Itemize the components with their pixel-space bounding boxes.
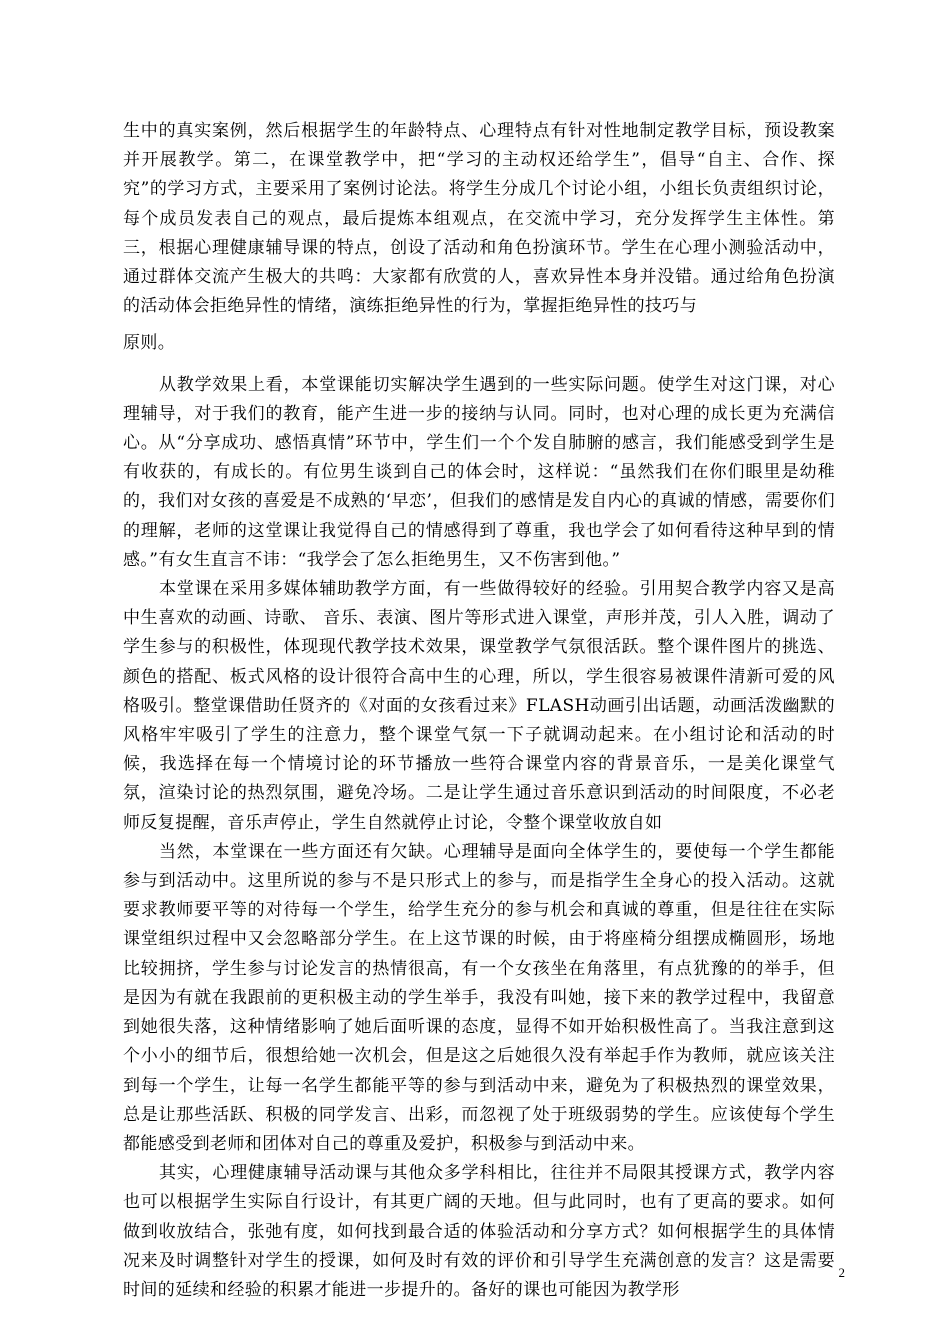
paragraph-teaching-effect: 从教学效果上看，本堂课能切实解决学生遇到的一些实际问题。使学生对这门课，对心理辅导，对于我们的教育，能产生进一步的接纳与认同。同时，也对心理的成长更为充满信心。从“分享成功、感悟真情”环节中，学生们一个个发自肺腑的感言，我们能感受到学生是有收获的，有成长的。有位男生谈到自己的体会时，这样说：“虽然我们在你们眼里是幼稚的，我们对女孩的喜爱是不成熟的‘早恋’，但我们的感情是发自内心的真诚的情感，需要你们的理解，老师的这堂课让我觉得自己的情感得到了尊重，我也学会了如何看待这种早到的情感。”有女生直言不讳：“我学会了怎么拒绝男生，又不伤害到他。”: [123, 374, 835, 570]
paragraph-case-study: 生中的真实案例，然后根据学生的年龄特点、心理特点有针对性地制定教学目标，预设教案并开展教学。第二，在课堂教学中，把“学习的主动权还给学生”，倡导“自主、合作、探究”的学习方式，主要采用了案例讨论法。将学生分成几个讨论小组，小组长负责组织讨论，每个成员发表自己的观点，最后提炼本组观点，在交流中学习，充分发挥学生主体性。第三，根据心理健康辅导课的特点，创设了活动和角色扮演环节。学生在心理小测验活动中，通过群体交流产生极大的共鸣：大家都有欣赏的人，喜欢异性本身并没错。通过给角色扮演的活动体会拒绝异性的情绪，演练拒绝异性的行为，掌握拒绝异性的技巧与: [123, 121, 835, 317]
paragraph-case-study-tail: 原则。: [123, 333, 176, 354]
paragraph-reflection: 其实，心理健康辅导活动课与其他众多学科相比，往往并不局限其授课方式，教学内容也可以根据学生实际自行设计，有其更广阔的天地。但与此同时，也有了更高的要求。如何做到收放结合，张弛有度，如何找到最合适的体验活动和分享方式？如何根据学生的具体情况来及时调整针对学生的授课，如何及时有效的评价和引导学生充满创意的发言？这是需要时间的延续和经验的积累才能进一步提升的。备好的课也可能因为教学形: [123, 1163, 835, 1300]
page-number: 2: [838, 1265, 845, 1280]
document-body: [123, 117, 835, 1305]
paragraph-multimedia: 本堂课在采用多媒体辅助教学方面，有一些做得较好的经验。引用契合教学内容又是高中生喜欢的动画、诗歌、 音乐、表演、图片等形式进入课堂，声形并茂，引人入胜，调动了学生参与的积极性，体现现代教学技术效果，课堂教学气氛很活跃。整个课件图片的挑选、颜色的搭配、板式风格的设计很符合高中生的心理，所以，学生很容易被课件清新可爱的风格吸引。整堂课借助任贤齐的《对面的女孩看过来》FLASH动画引出话题，动画活泼幽默的风格牢牢吸引了学生的注意力，整个课堂气氛一下子就调动起来。在小组讨论和活动的时候，我选择在每一个情境讨论的环节播放一些符合课堂内容的背景音乐，一是美化课堂气氛，渲染讨论的热烈氛围，避免冷场。二是让学生通过音乐意识到活动的时间限度，不必老师反复提醒，音乐声停止，学生自然就停止讨论，令整个课堂收放自如: [123, 579, 835, 833]
paragraph-shortcomings: 当然，本堂课在一些方面还有欠缺。心理辅导是面向全体学生的，要使每一个学生都能参与到活动中。这里所说的参与不是只形式上的参与，而是指学生全身心的投入活动。这就要求教师要平等的对待每一个学生，给学生充分的参与机会和真诚的尊重，但是往往在实际课堂组织过程中又会忽略部分学生。在上这节课的时候，由于将座椅分组摆成椭圆形，场地比较拥挤，学生参与讨论发言的热情很高，有一个女孩坐在角落里，有点犹豫的的举手，但是因为有就在我跟前的更积极主动的学生举手，我没有叫她，接下来的教学过程中，我留意到她很失落，这种情绪影响了她后面听课的态度，显得不如开始积极性高了。当我注意到这个小小的细节后，很想给她一次机会，但是这之后她很久没有举起手作为教师，就应该关注到每一个学生，让每一名学生都能平等的参与到活动中来，避免为了积极热烈的课堂效果，总是让那些活跃、积极的同学发言、出彩，而忽视了处于班级弱势的学生。应该使每个学生都能感受到老师和团体对自己的尊重及爱护，积极参与到活动中来。: [123, 841, 835, 1154]
